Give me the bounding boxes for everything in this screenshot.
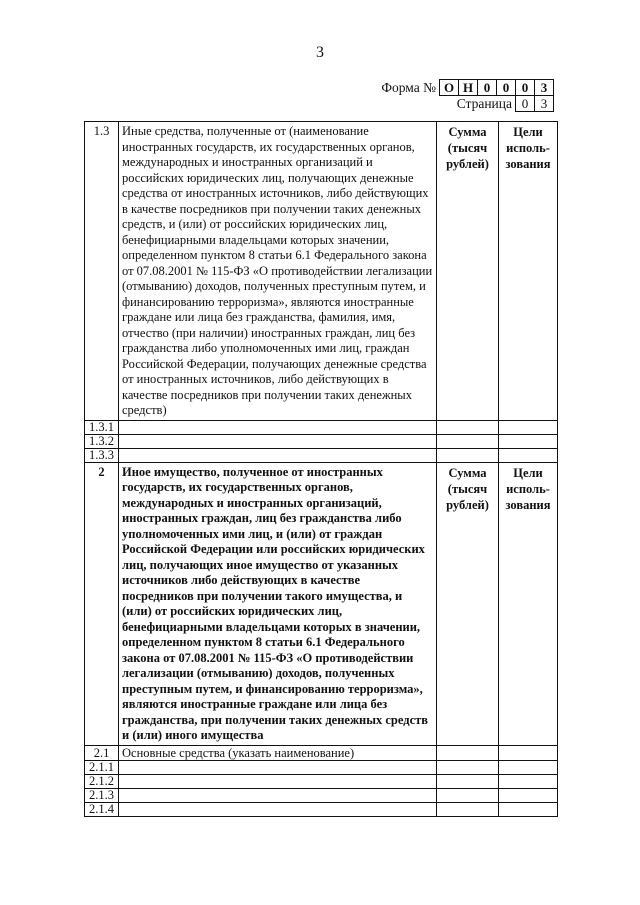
row-purpose-cell[interactable] <box>499 788 558 802</box>
form-code-cell: 0 <box>477 79 497 96</box>
row-number: 1.3.2 <box>85 434 119 448</box>
row-sum-cell[interactable] <box>437 774 499 788</box>
form-code-cell: Н <box>458 79 478 96</box>
page-number: 3 <box>316 44 324 61</box>
table-row <box>85 448 558 462</box>
form-code-cells <box>440 79 554 96</box>
page-cells <box>516 95 554 112</box>
purpose-header: Цели исполь-зования <box>499 462 558 745</box>
form-code-cell: 0 <box>515 79 535 96</box>
row-description-cell[interactable] <box>119 448 437 462</box>
row-number: 2.1.4 <box>85 802 119 816</box>
section-description: Иные средства, полученные от (наименование иностранных государств, их государственных органов, международных и иностранных организаций и российских юридических лиц, получающих денежные средства от иностранных источников, либо действующих в качестве посредников при получении таких денежных средств, и (или) от российских юридических лиц, бенефициарными владельцами которых значении, определенном пунктом 8 статьи 6.1 Федерального закона от 07.08.2001 № 115-ФЗ «О противодействии легализации (отмыванию) доходов, полученных преступным путем, и финансированию терроризма», являются иностранные граждане или лица без гражданства, фамилия, имя, отчество (при наличии) иностранных граждан, лиц без гражданства либо уполномоченных ими лиц, граждан Российской Федерации, получающих денежные средства от иностранных источников, либо действующих в качестве посредников при получении таких денежных средств) <box>119 122 437 421</box>
row-description: Основные средства (указать наименование) <box>119 745 437 760</box>
table-row <box>85 420 558 434</box>
row-sum-cell[interactable] <box>437 802 499 816</box>
table-row <box>85 802 558 816</box>
row-number: 2.1 <box>85 745 119 760</box>
row-description-cell[interactable] <box>119 788 437 802</box>
row-description-cell[interactable] <box>119 434 437 448</box>
section-1-3-row <box>85 122 558 421</box>
row-number: 2.1.2 <box>85 774 119 788</box>
sum-header: Сумма (тысяч рублей) <box>437 122 499 421</box>
purpose-header: Цели исполь-зования <box>499 122 558 421</box>
row-sum-cell[interactable] <box>437 434 499 448</box>
page-label: Страница <box>456 95 512 111</box>
row-purpose-cell[interactable] <box>499 760 558 774</box>
row-purpose-cell[interactable] <box>499 434 558 448</box>
row-description-cell[interactable] <box>119 802 437 816</box>
row-purpose-cell[interactable] <box>499 420 558 434</box>
row-number: 2.1.3 <box>85 788 119 802</box>
row-number: 1.3.1 <box>85 420 119 434</box>
table-row <box>85 434 558 448</box>
row-sum-cell[interactable] <box>437 788 499 802</box>
row-number: 1.3 <box>85 122 119 421</box>
report-table <box>84 121 558 817</box>
form-number-line <box>381 79 554 96</box>
page-cell: 0 <box>515 95 535 112</box>
row-number: 2.1.1 <box>85 760 119 774</box>
form-code-cell: О <box>439 79 459 96</box>
row-number: 2 <box>85 462 119 745</box>
form-label: Форма № <box>381 79 436 95</box>
row-number: 1.3.3 <box>85 448 119 462</box>
row-sum-cell[interactable] <box>437 760 499 774</box>
row-purpose-cell[interactable] <box>499 774 558 788</box>
row-purpose-cell[interactable] <box>499 745 558 760</box>
row-sum-cell[interactable] <box>437 448 499 462</box>
section-2-row <box>85 462 558 745</box>
row-purpose-cell[interactable] <box>499 802 558 816</box>
sum-header: Сумма (тысяч рублей) <box>437 462 499 745</box>
section-description: Иное имущество, полученное от иностранных государств, их государственных органов, международных и иностранных организаций, иностранных граждан, лиц без гражданства либо уполномоченных ими лиц, и (или) от граждан Российской Федерации или российских юридических лиц, получающих иное имущество от указанных источников либо действующих в качестве посредников при получении такого имущества, и (или) от российских юридических лиц, бенефициарными владельцами которых в значении, определенном пунктом 8 статьи 6.1 Федерального закона от 07.08.2001 № 115-ФЗ «О противодействии легализации (отмыванию) доходов, полученных преступным путем, и финансированию терроризма», являются иностранные граждане или лица без гражданства, при получении таких денежных средств и (или) иного имущества <box>119 462 437 745</box>
row-sum-cell[interactable] <box>437 420 499 434</box>
row-description-cell[interactable] <box>119 760 437 774</box>
row-sum-cell[interactable] <box>437 745 499 760</box>
table-row <box>85 788 558 802</box>
table-row <box>85 745 558 760</box>
form-code-cell: 0 <box>496 79 516 96</box>
page-cell: 3 <box>534 95 554 112</box>
row-description-cell[interactable] <box>119 420 437 434</box>
table-row <box>85 774 558 788</box>
form-code-cell: 3 <box>534 79 554 96</box>
table-row <box>85 760 558 774</box>
row-purpose-cell[interactable] <box>499 448 558 462</box>
row-description-cell[interactable] <box>119 774 437 788</box>
page-indicator-line <box>457 95 554 112</box>
